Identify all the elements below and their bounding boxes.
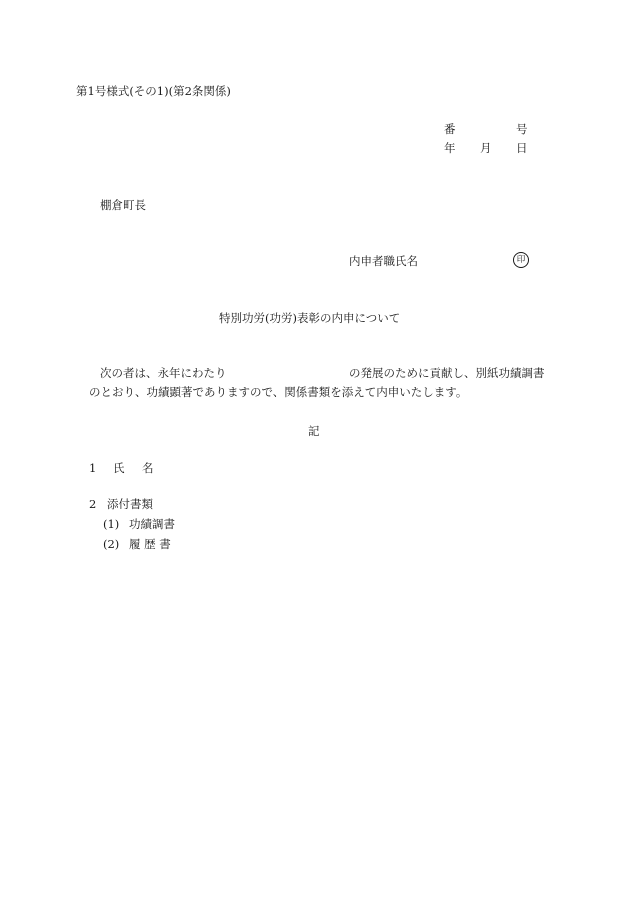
body-line1-start: 次の者は、永年にわたり <box>100 366 227 380</box>
item-number: 2 <box>89 497 97 511</box>
number-label-ban: 番 <box>444 122 456 136</box>
body-line1-end: の発展のために貢献し、別紙功績調書 <box>349 366 545 380</box>
document-title: 特別功労(功労)表彰の内申について <box>219 311 401 325</box>
date-year-label: 年 <box>444 141 456 155</box>
item-number: 1 <box>89 461 97 475</box>
ki-heading: 記 <box>308 424 320 438</box>
attachment-number: (2) <box>103 537 120 551</box>
body-line2: のとおり、功績顕著でありますので、関係書類を添えて内申いたします。 <box>89 385 468 399</box>
item-label-shi: 氏 <box>113 461 125 475</box>
attachment-number: (1) <box>103 517 120 531</box>
date-month-label: 月 <box>480 141 492 155</box>
attachment-text: 履 歴 書 <box>129 537 171 551</box>
item-label-mei: 名 <box>142 461 154 475</box>
seal-stamp-icon: 印 <box>513 252 529 268</box>
addressee: 棚倉町長 <box>100 198 146 212</box>
number-label-go: 号 <box>516 122 528 136</box>
item-label: 添付書類 <box>107 497 153 511</box>
attachment-text: 功績調書 <box>129 517 175 531</box>
date-day-label: 日 <box>516 141 528 155</box>
applicant-name-label: 内申者職氏名 <box>349 254 418 268</box>
form-number-label: 第1号様式(その1)(第2条関係) <box>76 84 231 98</box>
